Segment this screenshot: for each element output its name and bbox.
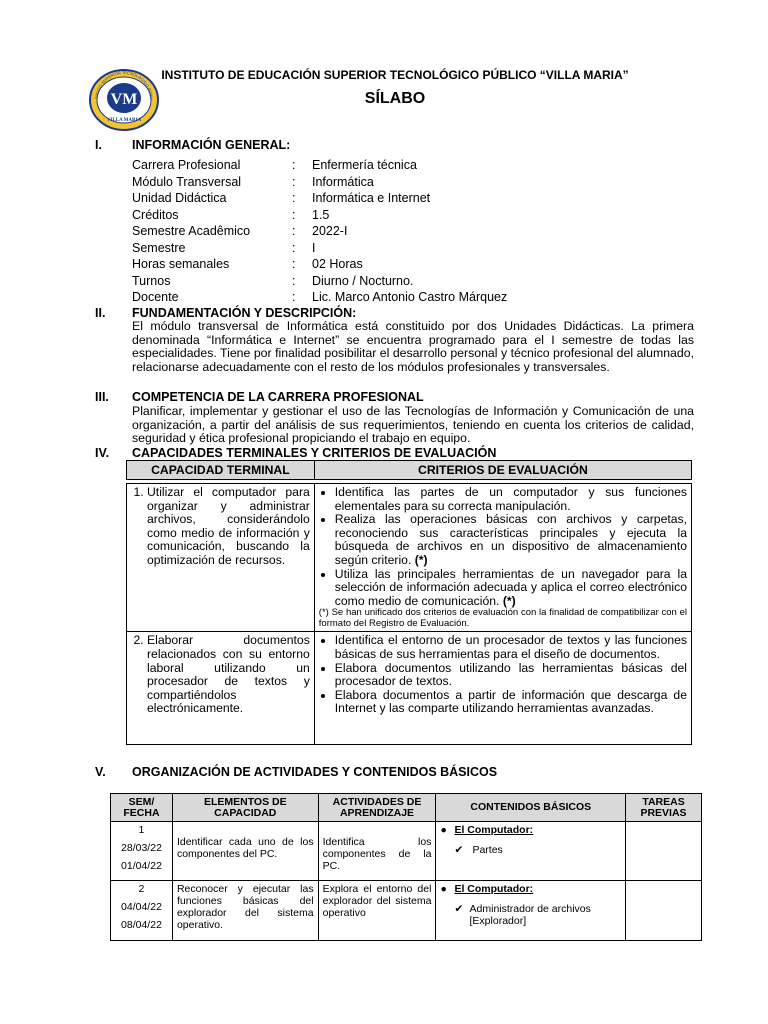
actividad: Explora el entorno del explorador del sistema operativo [318, 881, 436, 941]
capacidad-text: 1. Utilizar el computador para organizar y administrar archivos, considerándolo como medio de información y comunicación, buscando la optimización de recursos. [147, 486, 310, 568]
criterio-item: • Identifica las partes de un computador y sus funciones elementales para su correcta manipulación. [335, 486, 687, 513]
start-date: 28/03/22 [121, 842, 162, 854]
col-header: CAPACIDAD TERMINAL [127, 461, 315, 480]
contenido-heading: El Computador: [454, 824, 534, 836]
elemento-capacidad: Identificar cada uno de los componentes del PC. [172, 822, 318, 881]
start-date: 04/04/22 [121, 901, 162, 913]
col-header: TAREAS PREVIAS [626, 794, 702, 822]
table-row [127, 632, 692, 745]
actividad: Identifica los componentes de la PC. [318, 822, 436, 881]
table-row [111, 822, 702, 881]
criterio-item: • Identifica el entorno de un procesador de textos y las funciones básicas de sus herramientas para el diseño de documentos. [335, 634, 687, 661]
capacidad-text: 2. Elaborar documentos relacionados con su entorno laboral utilizando un procesador de textos y compartiéndolos electrónicamente. [147, 634, 310, 716]
criterio-note: (*) Se han unificado dos criterios de evaluación con la finalidad de compatibilizar con el formato del Registro de Evaluación. [318, 607, 687, 629]
bullet-icon: ● [440, 824, 447, 836]
note-mark: (*) [502, 593, 516, 608]
col-header: SEM/ FECHA [111, 794, 173, 822]
tareas-previas [626, 881, 702, 941]
capacidades-table [126, 460, 692, 745]
bullet-icon: ● [440, 883, 447, 895]
institution-name: INSTITUTO DE EDUCACIÓN SUPERIOR TECNOLÓGICO PÚBLICO “VILLA MARIA” [161, 68, 629, 82]
competencia-text: Planificar, implementar y gestionar el uso de las Tecnologías de Información y Comunicación de una organización, a partir del análisis de sus requerimientos, teniendo en cuenta los criterios de calidad, seguridad y ética profesional propiciando el trabajo en equipo. [132, 404, 694, 446]
checkmark-icon: ✔ [454, 903, 464, 915]
organizacion-table [110, 793, 702, 941]
logo-ring-text: TITUTO SUPERIOR TECNOLÓGICO PÚBLI [93, 69, 155, 100]
col-header: CONTENIDOS BÁSICOS [436, 794, 626, 822]
table-row [127, 484, 692, 632]
page-title: SÍLABO [364, 90, 426, 107]
criterio-item: • Realiza las operaciones básicas con archivos y carpetas, reconociendo sus características principales y ejecuta la búsqueda de archivos en un dispositivo de almacenamiento según criterio. (*) [335, 513, 687, 567]
col-header: ACTIVIDADES DE APRENDIZAJE [318, 794, 436, 822]
note-mark: (*) [414, 552, 428, 567]
col-header: CRITERIOS DE EVALUACIÓN [314, 461, 691, 480]
logo-bottom-text: VILLA MARIA [106, 118, 142, 123]
table-row [111, 881, 702, 941]
contenido-item: Partes [472, 844, 503, 856]
contenido-item: Administrador de archivos [Explorador] [469, 903, 591, 927]
end-date: 08/04/22 [121, 919, 162, 931]
end-date: 01/04/22 [121, 860, 162, 872]
criterio-item: • Elabora documentos utilizando las herramientas básicas del procesador de textos. [335, 662, 687, 689]
checkmark-icon: ✔ [454, 844, 464, 856]
elemento-capacidad: Reconocer y ejecutar las funciones básicas del explorador del sistema operativo. [172, 881, 318, 941]
criterio-item: • Utiliza las principales herramientas de un navegador para la selección de información adecuada y aplica el correo electrónico como medio de comunicación. (*) [335, 568, 687, 609]
criterio-item: • Elabora documentos a partir de información que descarga de Internet y las comparte utilizando herramientas avanzadas. [335, 689, 687, 716]
week-number: 1 [138, 824, 145, 836]
contenido-heading: El Computador: [454, 883, 534, 895]
tareas-previas [626, 822, 702, 881]
col-header: ELEMENTOS DE CAPACIDAD [172, 794, 318, 822]
week-number: 2 [138, 883, 145, 895]
fundamentacion-text: El módulo transversal de Informática está constituido por dos Unidades Didácticas. La primera denominada “Informática e Internet” se encuentra programado para el I semestre de todas las especialidades. Tiene por finalidad posibilitar el desarrollo personal y técnico profesional del alumnado, relacionarse adecuadamente con el resto de los módulos profesionales y transversales. [132, 319, 694, 374]
logo-monogram: VM [110, 91, 138, 108]
